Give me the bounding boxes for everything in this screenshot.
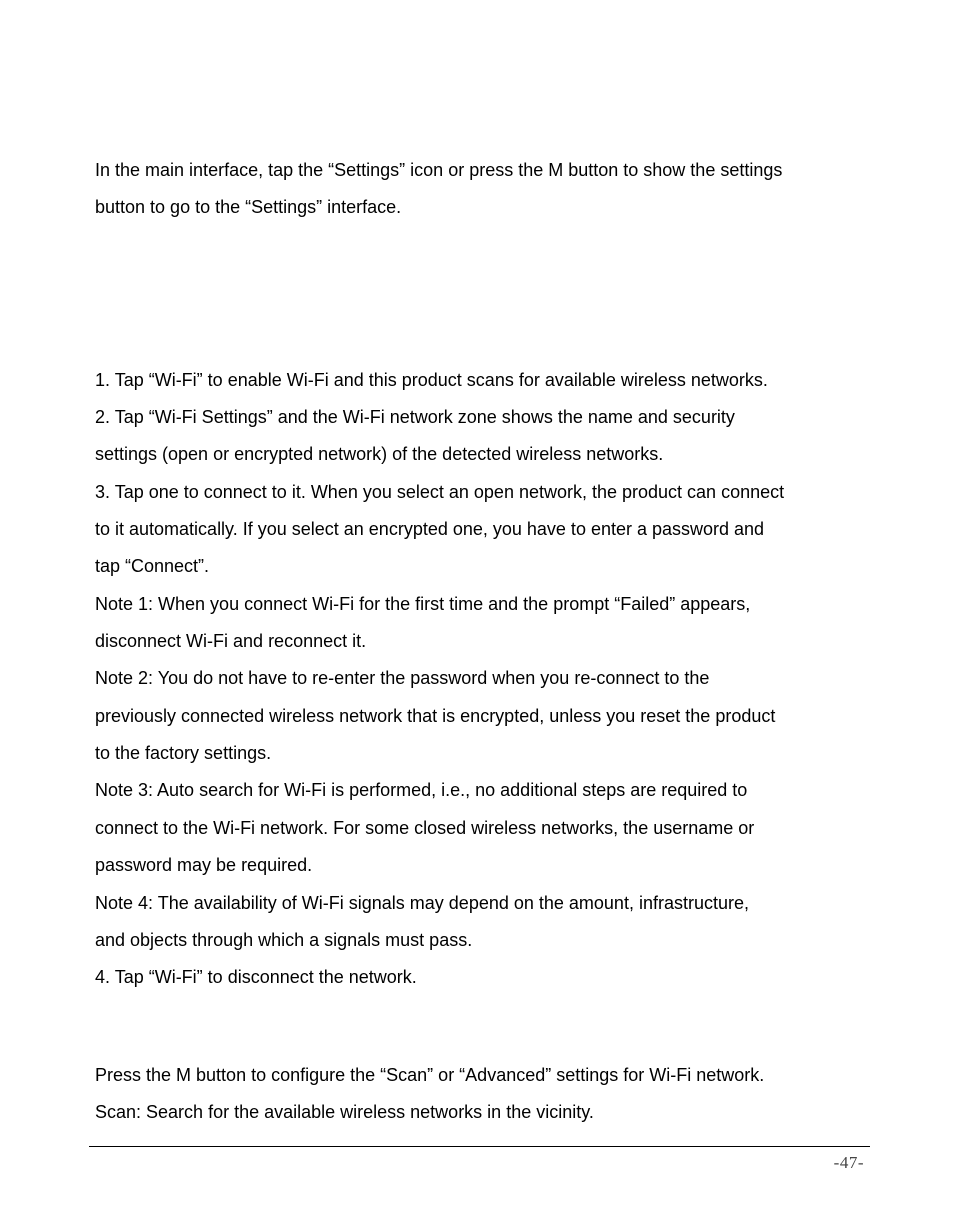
note-1-line-1: Note 1: When you connect Wi-Fi for the first time and the prompt “Failed” appears, bbox=[95, 594, 751, 614]
intro-line-1: In the main interface, tap the “Settings” icon or press the M button to show the settings bbox=[95, 160, 783, 180]
menu-line-2: Scan: Search for the available wireless networks in the vicinity. bbox=[95, 1102, 594, 1122]
menu-line-1: Press the M button to configure the “Scan” or “Advanced” settings for Wi-Fi network. bbox=[95, 1065, 765, 1085]
note-2-line-2: previously connected wireless network that is encrypted, unless you reset the product bbox=[95, 706, 776, 726]
note-1-line-2: disconnect Wi-Fi and reconnect it. bbox=[95, 631, 367, 651]
note-4-line-1: Note 4: The availability of Wi-Fi signals may depend on the amount, infrastructure, bbox=[95, 893, 749, 913]
page-number: -47- bbox=[833, 1153, 864, 1172]
step-1-line: 1. Tap “Wi-Fi” to enable Wi-Fi and this product scans for available wireless networks. bbox=[95, 370, 768, 390]
note-3-line-2: connect to the Wi-Fi network. For some closed wireless networks, the username or bbox=[95, 818, 755, 838]
note-4-line-2: and objects through which a signals must pass. bbox=[95, 930, 473, 950]
step-2-line-1: 2. Tap “Wi-Fi Settings” and the Wi-Fi network zone shows the name and security bbox=[95, 407, 735, 427]
step-3-line-1: 3. Tap one to connect to it. When you select an open network, the product can connect bbox=[95, 482, 785, 502]
footer-divider bbox=[89, 1146, 870, 1147]
step-2-line-2: settings (open or encrypted network) of the detected wireless networks. bbox=[95, 444, 664, 464]
note-2-line-1: Note 2: You do not have to re-enter the password when you re-connect to the bbox=[95, 668, 710, 688]
intro-line-2: button to go to the “Settings” interface. bbox=[95, 197, 402, 217]
note-3-line-3: password may be required. bbox=[95, 855, 313, 875]
step-4-line: 4. Tap “Wi-Fi” to disconnect the network. bbox=[95, 967, 417, 987]
note-2-line-3: to the factory settings. bbox=[95, 743, 272, 763]
note-3-line-1: Note 3: Auto search for Wi-Fi is performed, i.e., no additional steps are required to bbox=[95, 780, 748, 800]
step-3-line-3: tap “Connect”. bbox=[95, 556, 210, 576]
step-3-line-2: to it automatically. If you select an encrypted one, you have to enter a password and bbox=[95, 519, 765, 539]
